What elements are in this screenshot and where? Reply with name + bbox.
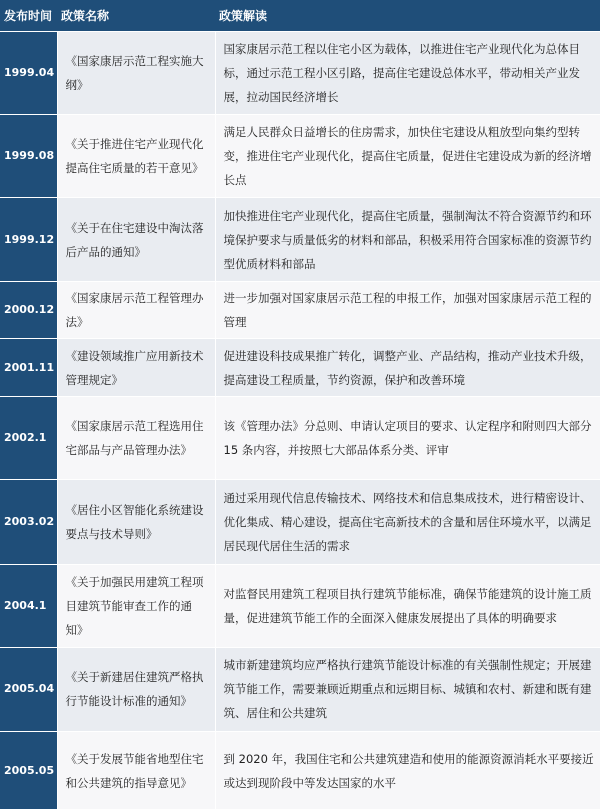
policy-name: 《居住小区智能化系统建设要点与技术导则》 [57,479,215,564]
header-policy-name: 政策名称 [57,0,215,32]
table-row [0,647,600,731]
header-policy-interpretation: 政策解读 [215,0,600,32]
header-date: 发布时间 [0,0,57,32]
table-row [0,479,600,564]
policy-name: 《国家康居示范工程实施大纲》 [57,32,215,115]
table-row [0,396,600,479]
policy-interpretation: 促进建设科技成果推广转化，调整产业、产品结构，推动产业技术升级，提高建设工程质量，节约资源，保护和改善环境 [215,339,600,396]
policy-interpretation: 满足人民群众日益增长的住房需求，加快住宅建设从粗放型向集约型转变，推进住宅产业现代化，提高住宅质量，促进住宅建设成为新的经济增长点 [215,115,600,198]
policy-name: 《关于发展节能省地型住宅和公共建筑的指导意见》 [57,732,215,810]
policy-interpretation: 加快推进住宅产业现代化，提高住宅质量，强制淘汰不符合资源节约和环境保护要求与质量低劣的材料和部品，积极采用符合国家标准的资源节约型优质材料和部品 [215,198,600,282]
release-date: 2005.05 [0,732,57,810]
table-row [0,732,600,810]
table-row [0,32,600,115]
policy-name: 《关于新建居住建筑严格执行节能设计标准的通知》 [57,647,215,731]
header-row [0,0,600,32]
release-date: 1999.12 [0,198,57,282]
policy-name: 《关于在住宅建设中淘汰落后产品的通知》 [57,198,215,282]
policy-interpretation: 该《管理办法》分总则、申请认定项目的要求、认定程序和附则四大部分 15 条内容，并按照七大部品体系分类、评审 [215,396,600,479]
policy-interpretation: 到 2020 年，我国住宅和公共建筑建造和使用的能源资源消耗水平要接近或达到现阶段中等发达国家的水平 [215,732,600,810]
policy-name: 《国家康居示范工程选用住宅部品与产品管理办法》 [57,396,215,479]
table-row [0,339,600,396]
release-date: 1999.08 [0,115,57,198]
table-row [0,198,600,282]
policy-name: 《国家康居示范工程管理办法》 [57,282,215,339]
table-row [0,282,600,339]
release-date: 2002.1 [0,396,57,479]
release-date: 2004.1 [0,564,57,647]
policy-interpretation: 通过采用现代信息传输技术、网络技术和信息集成技术，进行精密设计、优化集成、精心建设，提高住宅高新技术的含量和居住环境水平，以满足居民现代居住生活的需求 [215,479,600,564]
policy-name: 《关于加强民用建筑工程项目建筑节能审查工作的通知》 [57,564,215,647]
policy-interpretation: 城市新建建筑均应严格执行建筑节能设计标准的有关强制性规定；开展建筑节能工作，需要兼顾近期重点和远期目标、城镇和农村、新建和既有建筑、居住和公共建筑 [215,647,600,731]
policy-interpretation: 进一步加强对国家康居示范工程的申报工作，加强对国家康居示范工程的管理 [215,282,600,339]
release-date: 2005.04 [0,647,57,731]
release-date: 2001.11 [0,339,57,396]
policy-interpretation: 对监督民用建筑工程项目执行建筑节能标准，确保节能建筑的设计施工质量，促进建筑节能工作的全面深入健康发展提出了具体的明确要求 [215,564,600,647]
release-date: 2003.02 [0,479,57,564]
table-row [0,564,600,647]
policy-name: 《关于推进住宅产业现代化提高住宅质量的若干意见》 [57,115,215,198]
release-date: 2000.12 [0,282,57,339]
release-date: 1999.04 [0,32,57,115]
policy-interpretation: 国家康居示范工程以住宅小区为载体，以推进住宅产业现代化为总体目标，通过示范工程小区引路，提高住宅建设总体水平，带动相关产业发展，拉动国民经济增长 [215,32,600,115]
table-row [0,115,600,198]
policy-name: 《建设领域推广应用新技术管理规定》 [57,339,215,396]
